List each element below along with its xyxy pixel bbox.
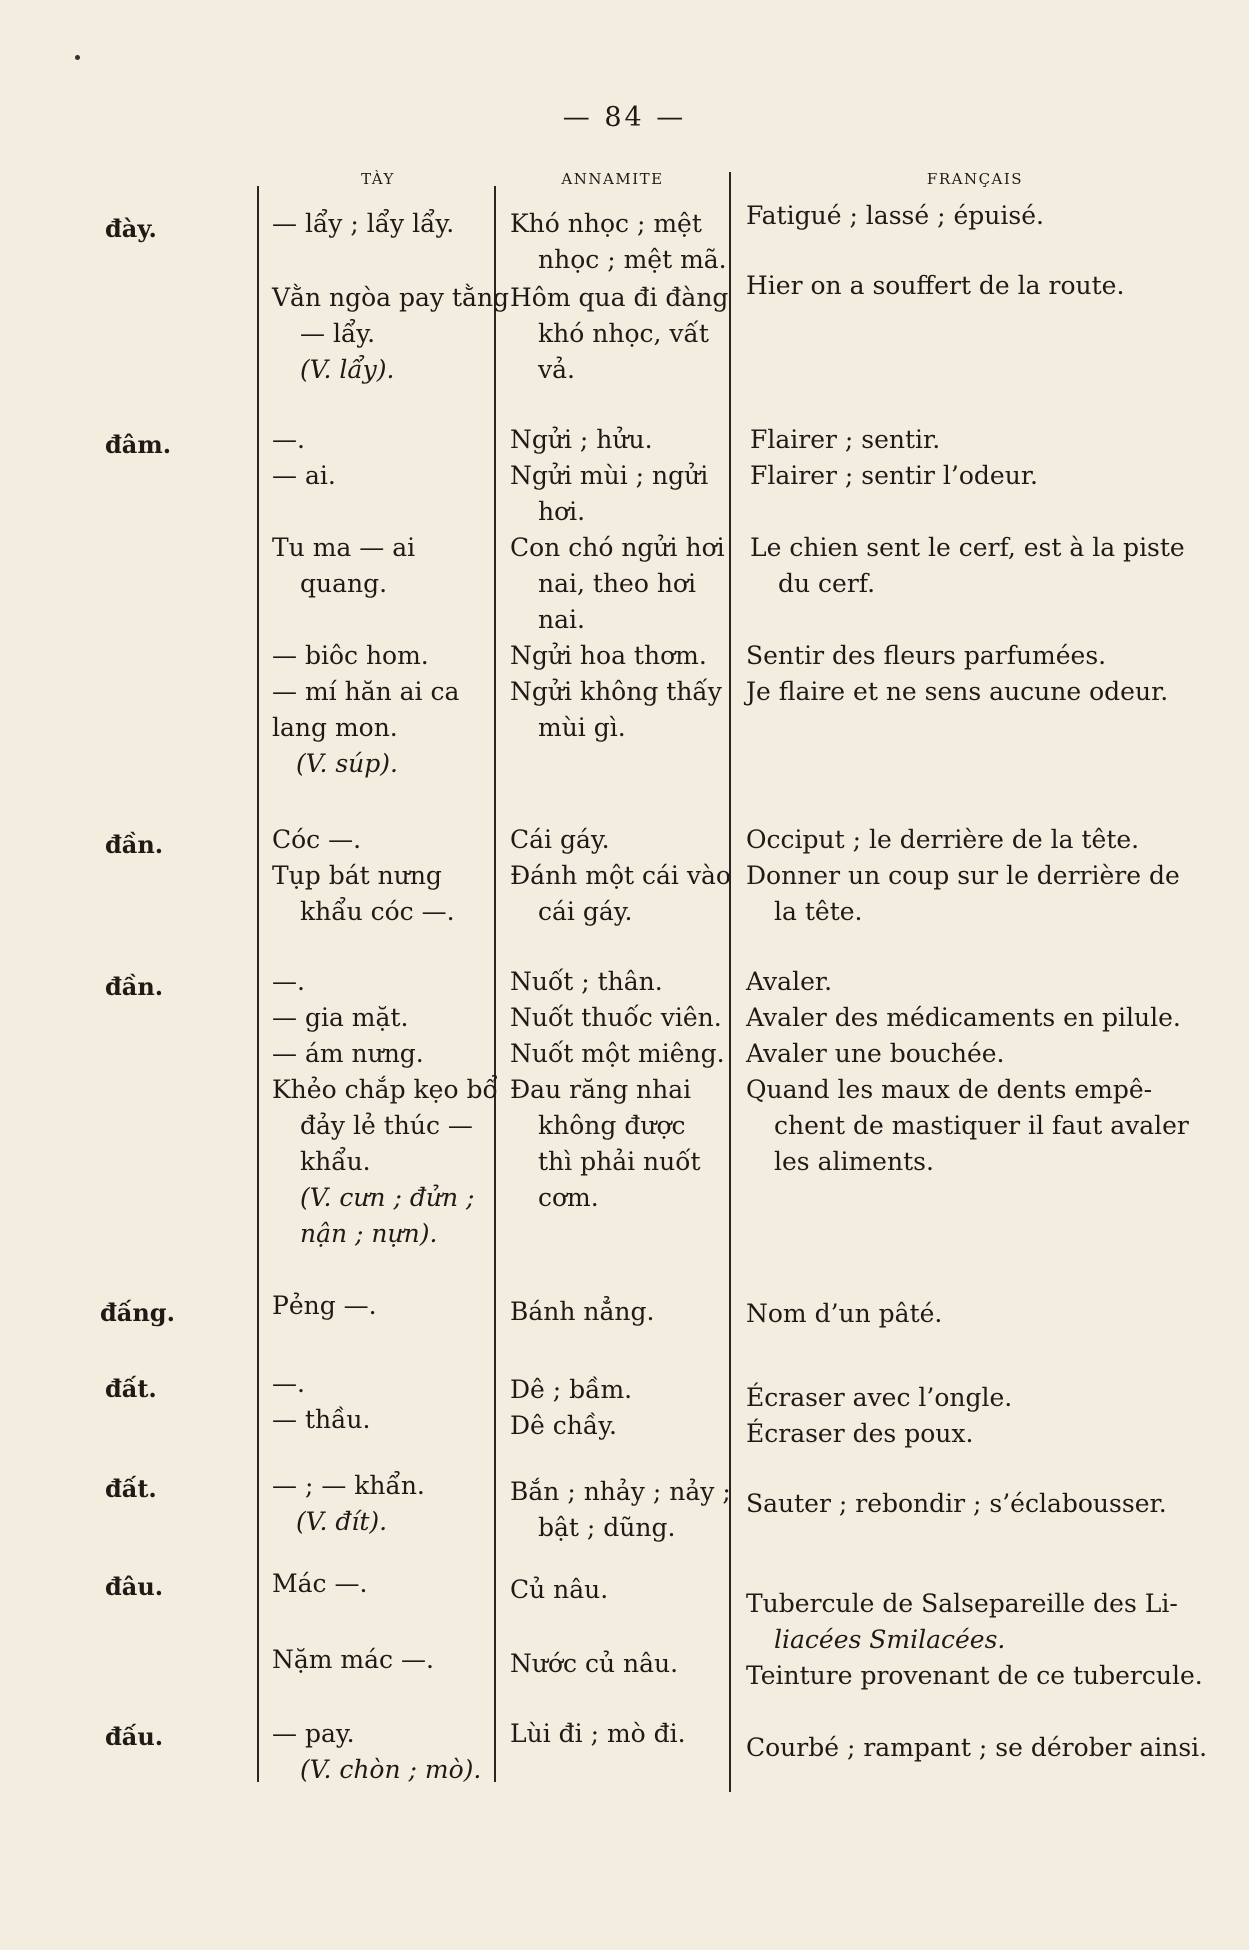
tay-line: — gia mặt. xyxy=(272,1003,409,1032)
tay-line: — mí hăn ai ca xyxy=(272,677,460,706)
annamite-line: Dê chầy. xyxy=(510,1411,617,1440)
tay-line: —. xyxy=(272,425,305,454)
annamite-line: Khó nhọc ; mệt xyxy=(510,209,702,238)
tay-line: — ai. xyxy=(272,461,336,490)
francais-line: Flairer ; sentir. xyxy=(750,425,941,454)
annamite-line: Ngửi hoa thơm. xyxy=(510,641,707,670)
francais-line: Courbé ; rampant ; se dérober ainsi. xyxy=(746,1733,1208,1762)
tay-line: (V. lẩy). xyxy=(300,355,395,384)
column-divider-middle xyxy=(494,186,496,1782)
headword: đất. xyxy=(105,1374,157,1403)
francais-line: Hier on a souffert de la route. xyxy=(746,271,1125,300)
tay-line: (V. đít). xyxy=(296,1507,388,1536)
tay-line: Khẻo chắp kẹo bổ xyxy=(272,1075,498,1104)
tay-line: (V. súp). xyxy=(296,749,398,778)
francais-line: Avaler des médicaments en pilule. xyxy=(746,1003,1181,1032)
annamite-line: mùi gì. xyxy=(538,713,626,742)
tay-line: Tụp bát nưng xyxy=(272,861,442,890)
francais-line: Avaler. xyxy=(746,967,833,996)
annamite-line: bật ; dũng. xyxy=(538,1513,676,1542)
francais-line: du cerf. xyxy=(778,569,876,598)
francais-line: Le chien sent le cerf, est à la piste xyxy=(750,533,1185,562)
francais-line: chent de mastiquer il faut avaler xyxy=(774,1111,1189,1140)
tay-line: — thầu. xyxy=(272,1405,371,1434)
francais-line: la tête. xyxy=(774,897,863,926)
annamite-line: Ngửi ; hửu. xyxy=(510,425,653,454)
tay-line: (V. chòn ; mò). xyxy=(300,1755,482,1784)
francais-line: Écraser avec l’ongle. xyxy=(746,1383,1013,1412)
annamite-line: Nước củ nâu. xyxy=(510,1649,679,1678)
annamite-line: Đau răng nhai xyxy=(510,1075,692,1104)
tay-line: Tu ma — ai xyxy=(272,533,416,562)
column-header-francais: FRANÇAIS xyxy=(926,170,1024,188)
headword: đấu. xyxy=(105,1722,164,1751)
annamite-line: Bánh nẳng. xyxy=(510,1297,655,1326)
annamite-line: Dê ; bầm. xyxy=(510,1375,633,1404)
annamite-line: Nuốt ; thân. xyxy=(510,967,663,996)
tay-line: — ; — khẩn. xyxy=(272,1471,425,1500)
francais-line: Sentir des fleurs parfumées. xyxy=(746,641,1107,670)
francais-line: Occiput ; le derrière de la tête. xyxy=(746,825,1140,854)
tay-line: — lẩy. xyxy=(300,319,376,348)
annamite-line: Ngửi không thấy xyxy=(510,677,722,706)
annamite-line: Con chó ngửi hơi xyxy=(510,533,725,562)
tay-line: khẩu. xyxy=(300,1147,371,1176)
annamite-line: nhọc ; mệt mã. xyxy=(538,245,727,274)
headword: đâu. xyxy=(105,1572,164,1601)
headword: đất. xyxy=(105,1474,157,1503)
tay-line: — pay. xyxy=(272,1719,355,1748)
tay-line: — lẩy ; lẩy lẩy. xyxy=(272,209,455,238)
column-header-tay: TÀY xyxy=(361,170,395,188)
tay-line: — biôc hom. xyxy=(272,641,429,670)
annamite-line: thì phải nuốt xyxy=(538,1147,701,1176)
tay-line: — ám nưng. xyxy=(272,1039,424,1068)
francais-line: Teinture provenant de ce tubercule. xyxy=(746,1661,1203,1690)
annamite-line: Hôm qua đi đàng xyxy=(510,283,729,312)
tay-line: khẩu cóc —. xyxy=(300,897,455,926)
tay-line: Pẻng —. xyxy=(272,1291,377,1320)
headword: đần. xyxy=(105,830,164,859)
francais-line: Quand les maux de dents empê- xyxy=(746,1075,1153,1104)
annamite-line: Cái gáy. xyxy=(510,825,610,854)
headword: đâm. xyxy=(105,430,172,459)
column-divider-left xyxy=(257,186,259,1782)
annamite-line: không được xyxy=(538,1111,686,1140)
annamite-line: Ngửi mùi ; ngửi xyxy=(510,461,709,490)
annamite-line: khó nhọc, vất xyxy=(538,319,709,348)
annamite-line: Lùi đi ; mò đi. xyxy=(510,1719,686,1748)
francais-line: les aliments. xyxy=(774,1147,934,1176)
tay-line: nận ; nựn). xyxy=(300,1219,438,1248)
headword: đấng. xyxy=(100,1298,175,1327)
tay-line: Nặm mác —. xyxy=(272,1645,434,1674)
francais-line: Écraser des poux. xyxy=(746,1419,974,1448)
tay-line: Cóc —. xyxy=(272,825,362,854)
annamite-line: Củ nâu. xyxy=(510,1575,609,1604)
annamite-line: nai. xyxy=(538,605,585,634)
annamite-line: hơi. xyxy=(538,497,586,526)
tay-line: (V. cưn ; đửn ; xyxy=(300,1183,475,1212)
tay-line: Mác —. xyxy=(272,1569,368,1598)
francais-line: Tubercule de Salsepareille des Li- xyxy=(746,1589,1178,1618)
annamite-line: nai, theo hơi xyxy=(538,569,696,598)
tay-line: đảy lẻ thúc — xyxy=(300,1111,473,1140)
tay-line: quang. xyxy=(300,569,388,598)
tay-line: —. xyxy=(272,1369,305,1398)
francais-line: Nom d’un pâté. xyxy=(746,1299,943,1328)
francais-line: Avaler une bouchée. xyxy=(746,1039,1005,1068)
francais-line: Donner un coup sur le derrière de xyxy=(746,861,1180,890)
page-number: — 84 — xyxy=(562,102,687,133)
annamite-line: Bắn ; nhảy ; nảy ; xyxy=(510,1477,731,1506)
francais-line: Flairer ; sentir l’odeur. xyxy=(750,461,1038,490)
francais-line: Sauter ; rebondir ; s’éclabousser. xyxy=(746,1489,1167,1518)
margin-speck xyxy=(75,55,80,60)
francais-line: Fatigué ; lassé ; épuisé. xyxy=(746,201,1044,230)
annamite-line: cái gáy. xyxy=(538,897,633,926)
annamite-line: vả. xyxy=(538,355,575,384)
headword: đày. xyxy=(105,214,157,243)
headword: đần. xyxy=(105,972,164,1001)
tay-line: lang mon. xyxy=(272,713,398,742)
francais-line: Je flaire et ne sens aucune odeur. xyxy=(746,677,1169,706)
annamite-line: cơm. xyxy=(538,1183,599,1212)
tay-line: —. xyxy=(272,967,305,996)
annamite-line: Nuốt thuốc viên. xyxy=(510,1003,722,1032)
francais-line: liacées Smilacées. xyxy=(774,1625,1006,1654)
column-header-annamite: ANNAMITE xyxy=(561,170,664,188)
annamite-line: Nuốt một miêng. xyxy=(510,1039,725,1068)
column-divider-right xyxy=(729,172,731,1792)
tay-line: Vằn ngòa pay tằng xyxy=(272,283,510,312)
annamite-line: Đánh một cái vào xyxy=(510,861,731,890)
